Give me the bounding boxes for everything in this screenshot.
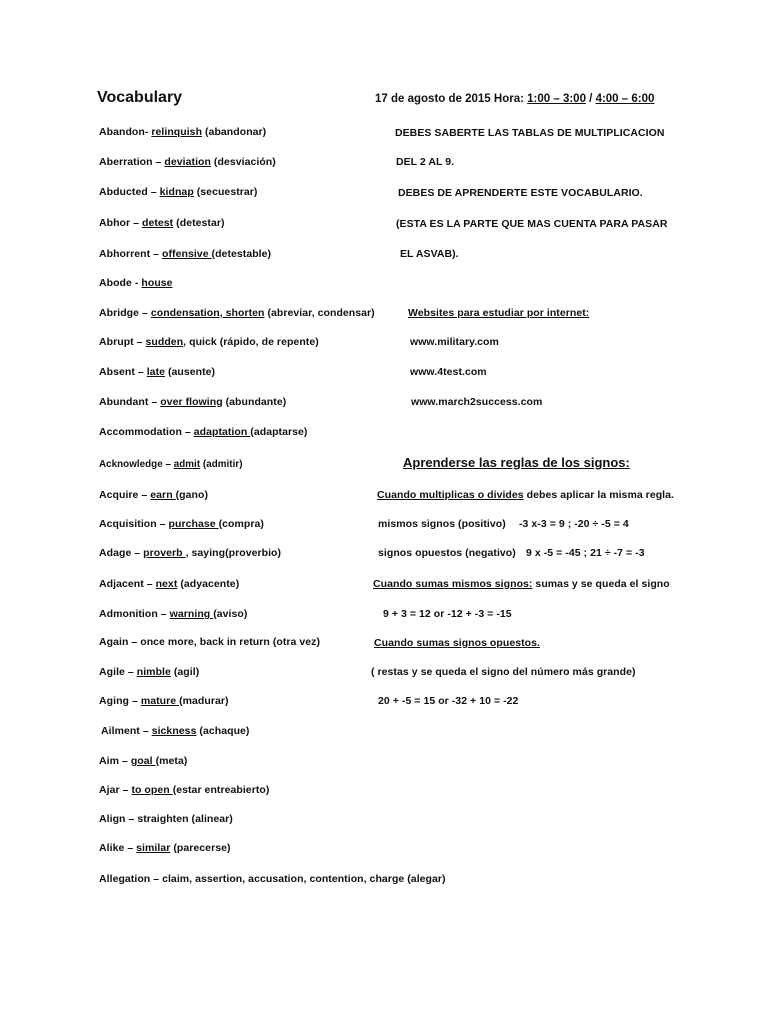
website-link[interactable]: www.march2success.com [411,396,543,408]
vocab-item: Aim – goal (meta) [99,755,188,767]
vocab-item: Acquire – earn (gano) [99,489,209,501]
websites-heading: Websites para estudiar por internet: [408,307,590,319]
vocab-item: Absent – late (ausente) [99,366,216,378]
vocab-item: Abrupt – sudden, quick (rápido, de repente) [99,336,319,348]
same-signs-example: -3 x-3 = 9 ; -20 ÷ -5 = 4 [519,518,629,530]
vocab-item: Align – straighten (alinear) [99,813,233,825]
vocab-item: Accommodation – adaptation (adaptarse) [99,426,308,438]
vocab-item: Abandon- relinquish (abandonar) [99,126,267,138]
vocab-item: Agile – nimble (agil) [99,666,200,678]
rule-multiplication: Cuando multiplicas o divides debes aplicar la misma regla. [377,489,674,501]
rule-opposite-sum: Cuando sumas signos opuestos. [374,637,540,649]
opposite-signs-example: 9 x -5 = -45 ; 21 ÷ -7 = -3 [526,547,645,559]
vocab-item: Adage – proverb , saying(proverbio) [99,547,282,559]
same-signs-label: mismos signos (positivo) [378,518,506,530]
time-slot-1: 1:00 – 3:00 [527,93,586,105]
vocab-item: Abhor – detest (detestar) [99,217,225,229]
vocab-item: Abhorrent – offensive (detestable) [99,248,272,260]
hora-label: Hora: [493,93,524,105]
website-link[interactable]: www.4test.com [410,366,487,378]
vocab-item: Acknowledge – admit (admitir) [99,459,243,470]
rule-opposite-detail: ( restas y se queda el signo del número más grande) [371,666,636,678]
note-line: DEL 2 AL 9. [396,156,455,168]
vocab-item: Again – once more, back in return (otra vez) [99,636,321,648]
vocab-item: Abundant – over flowing (abundante) [99,396,287,408]
vocab-item: Admonition – warning (aviso) [99,608,248,620]
vocab-item: Aberration – deviation (desviación) [99,156,276,168]
rule-same-sum-example: 9 + 3 = 12 or -12 + -3 = -15 [383,608,512,620]
signos-heading: Aprenderse las reglas de los signos: [403,455,630,470]
opposite-signs-label: signos opuestos (negativo) [378,547,516,559]
vocab-item: Allegation – claim, assertion, accusation, contention, charge (alegar) [99,873,446,885]
page-title: Vocabulary [97,89,183,106]
time-slot-2: 4:00 – 6:00 [595,93,655,105]
vocab-item: Alike – similar (parecerse) [99,842,231,854]
vocab-item: Adjacent – next (adyacente) [99,578,240,590]
rule-same-sum: Cuando sumas mismos signos: sumas y se queda el signo [373,578,670,590]
time-separator: / [585,93,596,105]
note-line: (ESTA ES LA PARTE QUE MAS CUENTA PARA PASAR [396,218,668,230]
website-link[interactable]: www.military.com [410,336,499,348]
vocab-item: Abducted – kidnap (secuestrar) [99,186,258,198]
vocab-item: Aging – mature (madurar) [99,695,229,707]
note-line: DEBES DE APRENDERTE ESTE VOCABULARIO. [398,187,643,199]
vocab-item: Acquisition – purchase (compra) [99,518,264,530]
note-line: EL ASVAB). [400,248,459,260]
note-line: DEBES SABERTE LAS TABLAS DE MULTIPLICACION [395,127,665,139]
date-text: 17 de agosto de 2015 [375,93,491,105]
vocab-item: Abode - house [99,277,173,289]
vocab-item: Abridge – condensation, shorten (abreviar, condensar) [99,307,375,319]
header-date-line [375,92,654,106]
rule-opposite-example: 20 + -5 = 15 or -32 + 10 = -22 [378,695,519,707]
vocab-item: Ailment – sickness (achaque) [101,725,250,737]
vocab-item: Ajar – to open (estar entreabierto) [99,784,270,796]
